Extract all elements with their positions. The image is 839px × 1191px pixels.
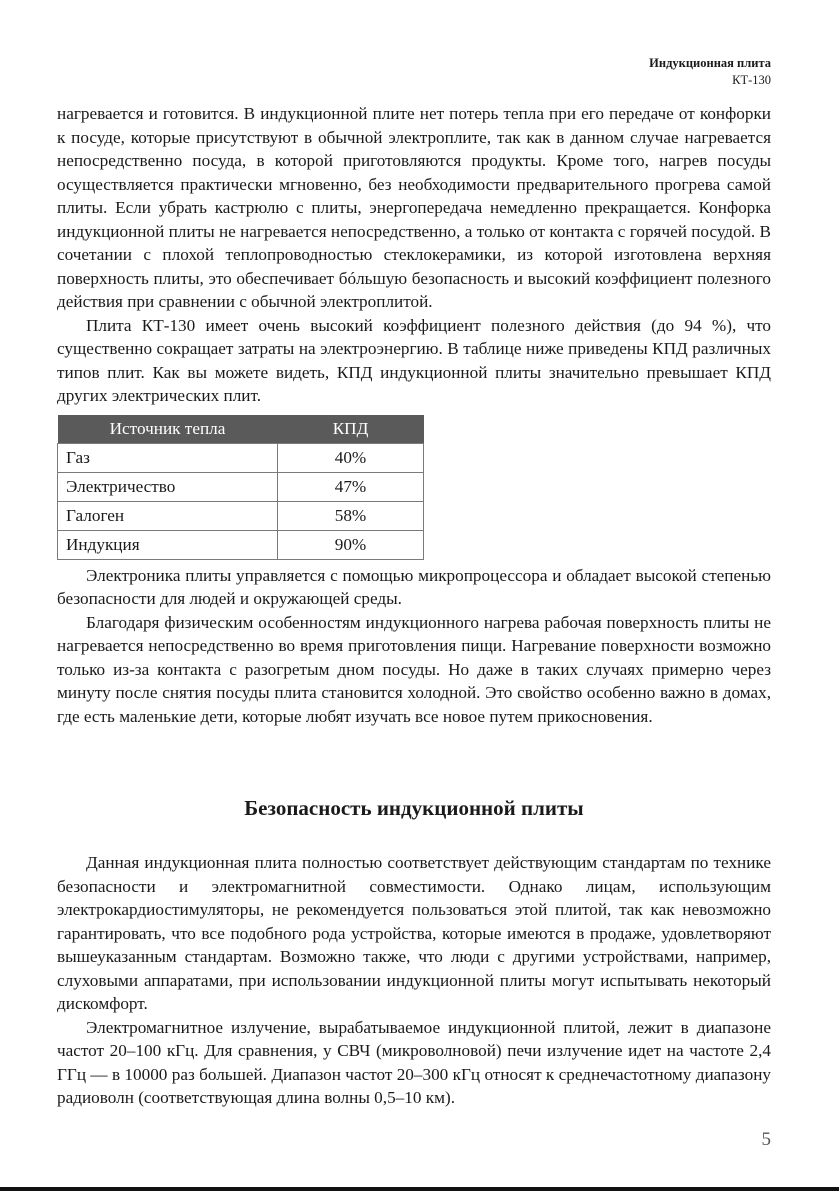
page-content (57, 102, 771, 1110)
paragraph-electronics: Электроника плиты управляется с помощью микропроцессора и обладает высокой степенью безопасности для людей и окружающей среды. (57, 565, 771, 608)
table-header-efficiency: КПД (278, 415, 424, 444)
paragraph-surface: Благодаря физическим особенностям индукционного нагрева рабочая поверхность плиты не нагревается непосредственно во время приготовления пищи. Нагревание поверхности возможно только из-за контакта с разогретым дном посуды. Но даже в таких случаях примерно через минуту после снятия посуды плита становится холодной. Это свойство особенно важно в домах, где есть маленькие дети, которые любят изучать все новое путем прикосновения. (57, 612, 771, 726)
table-cell-efficiency: 58% (278, 501, 424, 530)
bottom-rule (0, 1187, 839, 1191)
paragraph-radiation: Электромагнитное излучение, вырабатываемое индукционной плитой, лежит в диапазоне частот 20–100 кГц. Для сравнения, у СВЧ (микроволновой) печи излучение идет на частоте 2,4 ГГц — в 10000 раз большей. Диапазон частот 20–300 кГц относят к среднечастотному диапазону радиоволн (соответствующая длина волны 0,5–10 км). (57, 1017, 771, 1107)
table-header-source: Источник тепла (58, 415, 278, 444)
table-row (58, 472, 424, 501)
header-title: Индукционная плита (649, 56, 771, 70)
section-title: Безопасность индукционной плиты (244, 796, 584, 820)
running-header (649, 55, 771, 89)
table-cell-efficiency: 40% (278, 443, 424, 472)
table-cell-source: Индукция (58, 530, 278, 559)
table-row (58, 443, 424, 472)
table-cell-source: Газ (58, 443, 278, 472)
table-cell-source: Электричество (58, 472, 278, 501)
header-model: КТ-130 (732, 73, 771, 87)
table-cell-source: Галоген (58, 501, 278, 530)
paragraph-continued: нагревается и готовится. В индукционной плите нет потерь тепла при его передаче от конфорки к посуде, которые присутствуют в обычной электроплите, так как в данном случае нагревается непосредственно посуда, в которой приготовляются продукты. Кроме того, нагрев посуды осуществляется практически мгновенно, без необходимости предварительного прогрева самой плиты. Если убрать кастрюлю с плиты, энергопередача немедленно прекращается. Конфорка индукционной плиты не нагревается непосредственно, а только от контакта с горячей посудой. В сочетании с плохой теплопроводностью стеклокерамики, из которой изготовлена верхняя поверхность плиты, это обеспечивает бóльшую безопасность и высокий коэффициент полезного действия при сравнении с обычной электроплитой. (57, 104, 771, 311)
table-cell-efficiency: 90% (278, 530, 424, 559)
table-cell-efficiency: 47% (278, 472, 424, 501)
paragraph-standards: Данная индукционная плита полностью соответствует действующим стандартам по технике безопасности и электромагнитной совместимости. Однако лицам, использующим электрокардиостимуляторы, не рекомендуется пользоваться этой плитой, так как невозможно гарантировать, что все подобного рода устройства, которые имеются в продаже, удовлетворяют вышеуказанным стандартам. Возможно также, что люди с другими устройствами, например, слуховыми аппаратами, при использовании индукционной плиты могут испытывать некоторый дискомфорт. (57, 853, 771, 1013)
table-header-row (58, 415, 424, 444)
paragraph-efficiency: Плита КТ-130 имеет очень высокий коэффициент полезного действия (до 94 %), что существенно сокращает затраты на электроэнергию. В таблице ниже приведены КПД различных типов плит. Как вы можете видеть, КПД индукционной плиты значительно превышает КПД других электрических плит. (57, 315, 771, 405)
page-number: 5 (761, 1129, 771, 1150)
table-row (58, 501, 424, 530)
table-row (58, 530, 424, 559)
efficiency-table (57, 415, 424, 560)
